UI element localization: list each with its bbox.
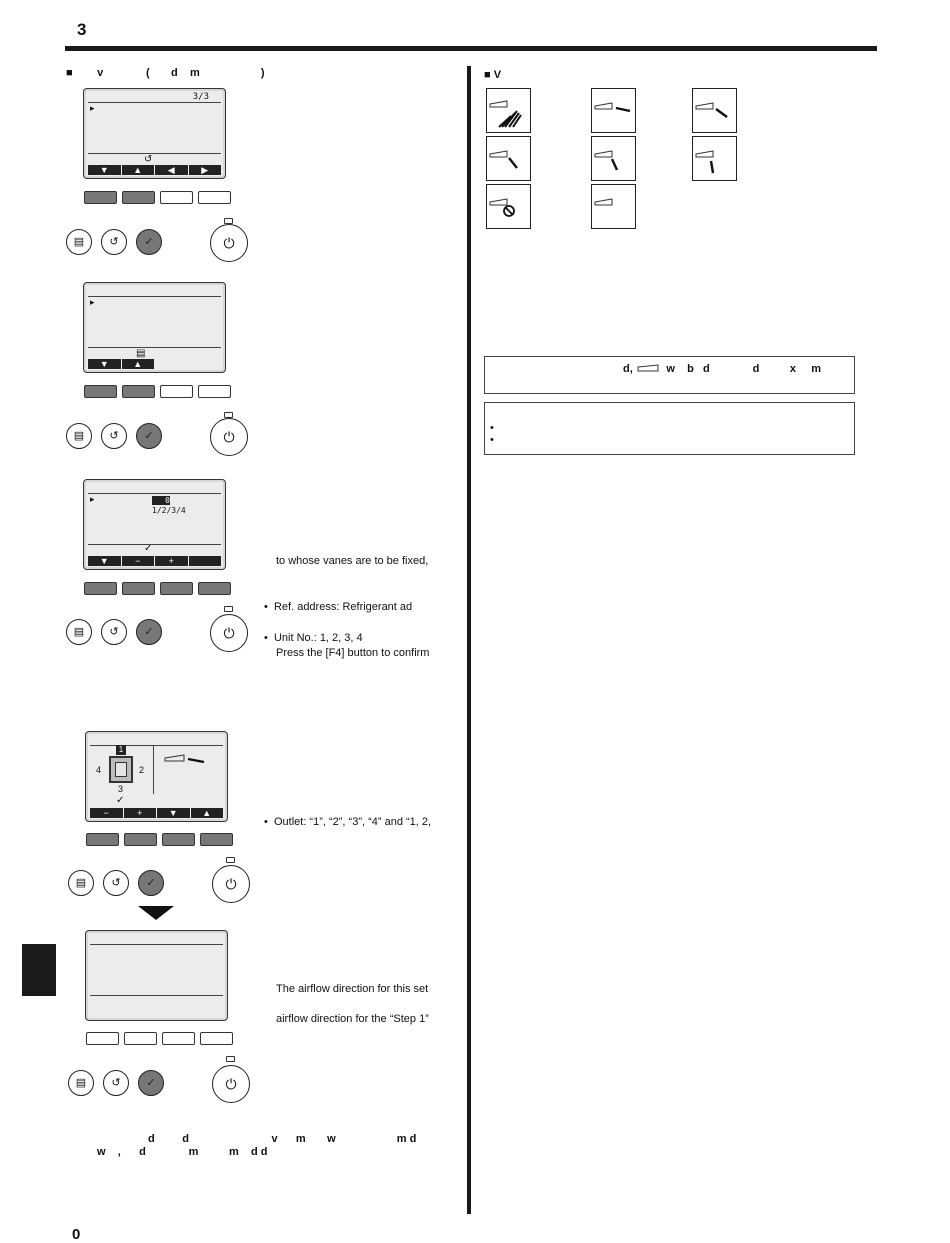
vane-blank-icon	[591, 184, 636, 229]
menu-button[interactable]: ▤	[68, 870, 94, 896]
remote-buttons-step4	[68, 857, 258, 897]
bullet-unit-continued: Press the [F4] button to confirm	[276, 647, 430, 659]
cursor-icon: ▸	[90, 494, 95, 504]
f1-label: −	[90, 808, 124, 818]
cursor-icon: ▸	[90, 297, 95, 307]
vane-step4-icon	[591, 136, 636, 181]
bullet-text: Ref. address: Refrigerant ad	[273, 601, 413, 613]
f4-label	[189, 556, 222, 566]
vane-direction-icon	[164, 754, 208, 766]
menu-icon: ▤	[136, 348, 146, 359]
down-arrow-icon	[138, 906, 174, 920]
outlet-4-label[interactable]: 4	[96, 765, 102, 775]
unit-number-values[interactable]: 1/2/3/4	[152, 506, 186, 515]
vane-section-heading: ■ V	[484, 69, 502, 81]
footer-note-line1: d d v m w m d	[148, 1133, 417, 1145]
chapter-number: 3	[77, 20, 87, 39]
screen-rule	[90, 944, 223, 945]
operation-lamp	[224, 606, 233, 612]
f3-key[interactable]	[162, 1032, 195, 1045]
column-divider	[467, 66, 471, 1214]
lcd-screen-step4	[85, 731, 228, 822]
f2-key[interactable]	[124, 833, 157, 846]
cursor-icon: ▸	[90, 103, 95, 113]
screen-rule	[88, 102, 221, 103]
screen-divider	[153, 746, 154, 794]
return-button[interactable]: ↺	[103, 1070, 129, 1096]
vane-step2-icon	[692, 88, 737, 133]
check-icon: ✓	[116, 795, 125, 806]
check-icon: ✓	[144, 543, 153, 554]
menu-button[interactable]: ▤	[66, 619, 92, 645]
f4-key[interactable]	[200, 833, 233, 846]
screen-rule	[88, 544, 221, 545]
f1-key[interactable]	[86, 1032, 119, 1045]
function-bar	[88, 359, 154, 369]
power-button[interactable]: ⏻	[212, 865, 250, 903]
lcd-screen-step5	[85, 930, 228, 1021]
f4-key[interactable]	[198, 191, 231, 204]
lcd-screen-step2	[83, 282, 226, 373]
return-button[interactable]: ↺	[101, 619, 127, 645]
f3-key[interactable]	[162, 833, 195, 846]
menu-button[interactable]: ▤	[66, 423, 92, 449]
operation-lamp	[226, 1056, 235, 1062]
bullet-unit-number: • Unit No.: 1, 2, 3, 4	[264, 632, 363, 644]
lcd-screen-step3	[83, 479, 226, 570]
f4-label: ▶	[201, 165, 209, 175]
vane-icon	[637, 364, 659, 373]
f3-key[interactable]	[160, 385, 193, 398]
power-button[interactable]: ⏻	[210, 614, 248, 652]
vane-swing-icon	[486, 88, 531, 133]
screen-rule	[88, 493, 221, 494]
f1-label: ▼	[88, 359, 122, 369]
f4-key[interactable]	[198, 385, 231, 398]
side-tab	[22, 944, 56, 996]
f1-key[interactable]	[84, 191, 117, 204]
return-icon: ↺	[144, 154, 153, 165]
f4-key[interactable]	[198, 582, 231, 595]
screen-rule	[88, 347, 221, 348]
bullet-text: Unit No.: 1, 2, 3, 4	[273, 632, 363, 644]
f1-label: ▼	[88, 165, 122, 175]
section-heading: ■ v ( d m )	[66, 67, 265, 79]
bullet-outlet: • Outlet: “1”, “2”, “3”, “4” and “1, 2,	[264, 816, 432, 828]
f3-label: ◀	[155, 165, 189, 175]
f2-key[interactable]	[124, 1032, 157, 1045]
outlet-2-label[interactable]: 2	[139, 765, 145, 775]
vane-no-setting-icon	[486, 184, 531, 229]
power-button[interactable]: ⏻	[212, 1065, 250, 1103]
vane-step1-icon	[591, 88, 636, 133]
menu-button[interactable]: ▤	[66, 229, 92, 255]
remote-buttons-step1	[66, 218, 256, 258]
power-button[interactable]: ⏻	[210, 224, 248, 262]
header-rule	[65, 46, 877, 51]
function-keys-step3	[84, 582, 231, 595]
bullet-text: Outlet: “1”, “2”, “3”, “4” and “1, 2,	[273, 816, 432, 828]
f2-label: ▲	[122, 165, 156, 175]
screen-rule	[88, 296, 221, 297]
select-button[interactable]: ✓	[136, 619, 162, 645]
note-box	[484, 356, 855, 394]
f3-label: ▼	[157, 808, 191, 818]
remote-buttons-step5	[68, 1056, 258, 1096]
remote-buttons-step2	[66, 412, 256, 452]
caution-box	[484, 402, 855, 455]
f3-label: +	[155, 556, 189, 566]
page-indicator: 3/3	[192, 92, 209, 102]
caution-bullet: •	[490, 434, 494, 446]
indoor-unit-icon	[109, 756, 133, 783]
f1-key[interactable]	[84, 385, 117, 398]
f4-key[interactable]	[200, 1032, 233, 1045]
remote-buttons-step3	[66, 606, 256, 646]
f2-label: +	[124, 808, 158, 818]
return-button[interactable]: ↺	[103, 870, 129, 896]
bullet-ref-address: • Ref. address: Refrigerant ad	[264, 601, 413, 613]
select-button[interactable]: ✓	[138, 1070, 164, 1096]
f2-key[interactable]	[122, 191, 155, 204]
function-bar	[88, 165, 221, 175]
note-box-text: d, w b d d x m	[623, 363, 822, 375]
function-keys-step1	[84, 191, 231, 204]
f2-label: −	[122, 556, 156, 566]
function-bar	[90, 808, 223, 818]
select-button[interactable]: ✓	[136, 229, 162, 255]
page-number: 0	[72, 1226, 81, 1243]
select-button[interactable]: ✓	[138, 870, 164, 896]
lcd-screen-step1	[83, 88, 226, 179]
function-bar	[88, 556, 221, 566]
f2-key[interactable]	[122, 582, 155, 595]
result-text-line1: The airflow direction for this set	[276, 983, 429, 995]
f1-label: ▼	[88, 556, 122, 566]
screen-rule	[88, 153, 221, 154]
footer-note-line2: w , d m m d d	[97, 1146, 268, 1158]
f4-label: ▲	[202, 808, 212, 818]
vane-step5-icon	[692, 136, 737, 181]
vane-step3-icon	[486, 136, 531, 181]
operation-lamp	[226, 857, 235, 863]
function-keys-step5	[86, 1032, 233, 1045]
f2-label: ▲	[133, 359, 143, 369]
f1-key[interactable]	[84, 582, 117, 595]
f1-key[interactable]	[86, 833, 119, 846]
result-text-line2: airflow direction for the “Step 1”	[276, 1013, 429, 1025]
function-keys-step4	[86, 833, 233, 846]
ref-address-value[interactable]: 0	[152, 496, 170, 505]
f2-key[interactable]	[122, 385, 155, 398]
f3-key[interactable]	[160, 582, 193, 595]
power-button[interactable]: ⏻	[210, 418, 248, 456]
f3-key[interactable]	[160, 191, 193, 204]
menu-button[interactable]: ▤	[68, 1070, 94, 1096]
outlet-1-label[interactable]: 1	[116, 745, 126, 755]
function-keys-step2	[84, 385, 231, 398]
screen-rule	[90, 995, 223, 996]
caution-bullet: •	[490, 422, 494, 434]
return-button[interactable]: ↺	[101, 423, 127, 449]
return-button[interactable]: ↺	[101, 229, 127, 255]
screen-rule	[90, 745, 223, 746]
instruction-text: to whose vanes are to be fixed,	[276, 555, 429, 567]
outlet-3-label[interactable]: 3	[118, 784, 124, 794]
select-button[interactable]: ✓	[136, 423, 162, 449]
